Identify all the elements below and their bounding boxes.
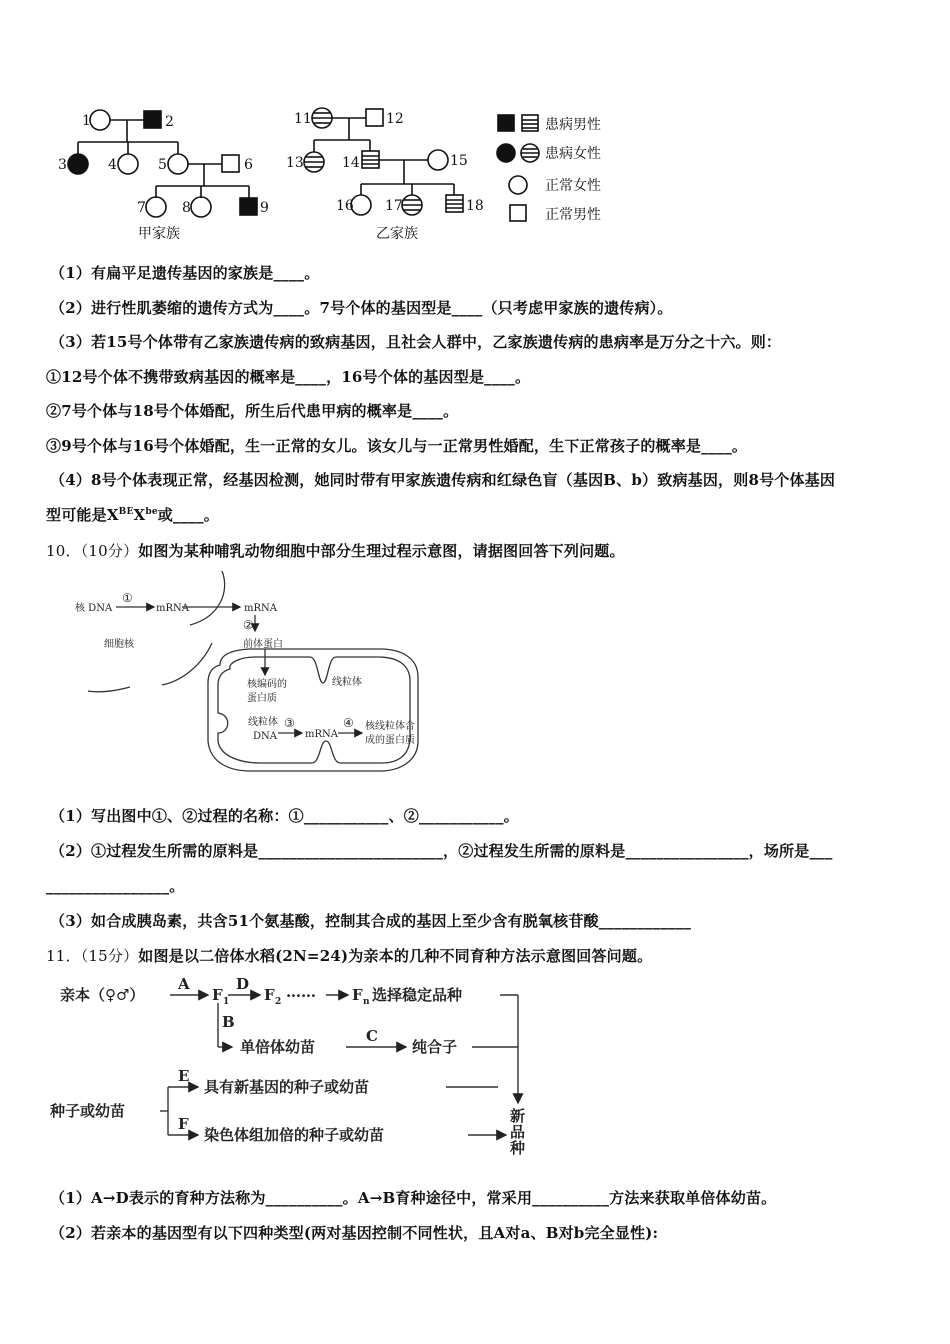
pedigree-label-8: 8: [182, 200, 191, 216]
q10-line-2: （2）①过程发生所需的原料是________________________，②过程发生所需的原料是________________，场所是___: [50, 842, 833, 860]
pedigree-label-7: 7: [137, 200, 146, 216]
q11-score: （15分）: [80, 947, 139, 965]
label-nuclear-encoded-1: 核编码的: [247, 679, 287, 690]
pedigree-label-13: 13: [286, 155, 304, 171]
q10-number: 10．: [46, 542, 81, 560]
label-f1-subscript: 1: [223, 997, 230, 1007]
q9-genotype-sup1: BE: [118, 507, 134, 517]
pedigree-label-4: 4: [108, 157, 117, 173]
pedigree-node-15: [428, 150, 448, 170]
pedigree-label-9: 9: [260, 200, 269, 216]
pedigree-node-3: [68, 154, 88, 174]
label-step-f: F: [178, 1115, 189, 1133]
q10-heading: [46, 540, 625, 561]
q9-line-8-suffix: 或____。: [157, 506, 219, 524]
label-fn: F: [352, 986, 363, 1004]
q9-genotype-sup2: be: [145, 507, 158, 517]
label-mrna-3: mRNA: [305, 729, 338, 740]
q9-genotype-x1: X: [106, 506, 119, 524]
pedigree-node-5: [168, 154, 188, 174]
label-new-variety-2: 品: [510, 1123, 526, 1141]
q11-line-1: （1）A→D表示的育种方法称为__________。A→B育种途径中，常采用__________方法来获取单倍体幼苗。: [50, 1189, 777, 1207]
label-step-3: ③: [284, 716, 295, 730]
pedigree-label-17: 17: [385, 198, 403, 214]
q9-line-7: （4）8号个体表现正常，经基因检测，她同时带有甲家族遗传病和红绿色盲（基因B、b）致病基因，则8号个体基因: [50, 471, 836, 489]
legend-affected-female-solid-icon: [497, 144, 515, 162]
label-mito-dna-1: 线粒体: [248, 717, 278, 728]
pedigree-node-7: [146, 197, 166, 217]
mitochondrion-outer-membrane: [208, 649, 418, 771]
q10-line-3: ________________。: [46, 877, 185, 895]
label-pure-line: 纯合子: [412, 1038, 458, 1056]
label-nuclear-encoded-2: 蛋白质: [247, 693, 277, 704]
q9-line-4: ①12号个体不携带致病基因的概率是____，16号个体的基因型是____。: [46, 368, 531, 386]
pedigree-label-1: 1: [82, 113, 91, 129]
pedigree-label-3: 3: [58, 157, 67, 173]
family-jia-label: 甲家族: [138, 226, 180, 242]
legend-normal-male-label: 正常男性: [545, 207, 601, 223]
q10-score: （10分）: [80, 542, 139, 560]
label-seed-or-seedling: 种子或幼苗: [50, 1102, 126, 1120]
legend-normal-female-label: 正常女性: [545, 178, 601, 194]
pedigree-node-16: [351, 195, 371, 215]
pedigree-node-8: [191, 197, 211, 217]
label-mrna-1: mRNA: [156, 603, 189, 614]
label-step-1: ①: [122, 591, 133, 605]
label-dots: ……: [286, 983, 316, 1001]
label-f2-subscript: 2: [275, 997, 282, 1007]
label-product-1: 核线粒体合: [365, 721, 415, 732]
pedigree-node-4: [118, 154, 138, 174]
nuclear-envelope-middle: [162, 643, 212, 685]
label-step-2: ②: [243, 618, 254, 632]
label-haploid: 单倍体幼苗: [240, 1038, 316, 1056]
label-new-variety-3: 种: [510, 1139, 526, 1157]
label-step-d: D: [236, 975, 250, 993]
q9-line-8: [46, 504, 219, 525]
label-nucleus: 细胞核: [104, 639, 134, 650]
family-yi-label: 乙家族: [376, 226, 418, 242]
legend-affected-male-label: 患病男性: [545, 117, 601, 133]
pedigree-label-5: 5: [158, 157, 167, 173]
label-product-2: 成的蛋白质: [365, 735, 415, 746]
pedigree-figure: [48, 98, 628, 248]
q9-line-8-prefix: 型可能是: [46, 506, 107, 524]
legend-normal-male-icon: [510, 205, 526, 221]
q11-heading: [46, 945, 652, 966]
nuclear-envelope-upper: [190, 571, 225, 625]
q9-line-1: （1）有扁平足遗传基因的家族是____。: [50, 264, 320, 282]
label-step-b: B: [222, 1013, 235, 1031]
q11-number: 11．: [46, 947, 81, 965]
pedigree-label-15: 15: [450, 153, 468, 169]
pedigree-node-6: [222, 155, 239, 172]
label-step-a: A: [178, 975, 190, 993]
label-mito-dna-2: DNA: [253, 731, 277, 742]
label-step-c: C: [366, 1027, 378, 1045]
label-parent: 亲本（♀♂）: [60, 986, 145, 1004]
label-new-gene: 具有新基因的种子或幼苗: [204, 1078, 370, 1096]
label-select-stable: 选择稳定品种: [372, 986, 463, 1004]
pedigree-label-11: 11: [294, 111, 312, 127]
label-step-e: E: [178, 1067, 190, 1085]
label-fn-subscript: n: [363, 997, 370, 1007]
q11-stem: 如图是以二倍体水稻(2N=24)为亲本的几种不同育种方法示意图回答问题。: [138, 947, 653, 965]
pedigree-node-12: [366, 109, 383, 126]
label-mitochondrion: 线粒体: [332, 677, 362, 688]
q9-line-5: ②7号个体与18号个体婚配，所生后代患甲病的概率是____。: [46, 402, 459, 420]
pedigree-node-1: [90, 110, 110, 130]
label-new-variety-1: 新: [510, 1107, 526, 1125]
nuclear-envelope-lower: [88, 687, 130, 692]
q9-line-6: ③9号个体与16号个体婚配，生一正常的女儿。该女儿与一正常男性婚配，生下正常孩子的概率是____。: [46, 437, 748, 455]
label-nuclear-dna: 核 DNA: [75, 603, 113, 614]
q11-line-2: （2）若亲本的基因型有以下四种类型(两对基因控制不同性状，且A对a、B对b完全显性):: [50, 1224, 659, 1242]
legend-affected-female-label: 患病女性: [545, 146, 601, 162]
pedigree-node-9: [240, 198, 257, 215]
q10-stem: 如图为某种哺乳动物细胞中部分生理过程示意图，请据图回答下列问题。: [138, 542, 625, 560]
mitochondrion-inner-membrane: [218, 657, 410, 763]
q9-line-3: （3）若15号个体带有乙家族遗传病的致病基因，且社会人群中，乙家族遗传病的患病率是万分之十六。则：: [50, 333, 782, 351]
legend-affected-male-solid-icon: [498, 115, 514, 131]
legend-normal-female-icon: [509, 176, 527, 194]
label-f2: F: [264, 986, 275, 1004]
label-mrna-2: mRNA: [244, 603, 277, 614]
pedigree-label-16: 16: [336, 198, 354, 214]
cell-process-diagram: [70, 565, 440, 785]
label-doubled: 染色体组加倍的种子或幼苗: [204, 1126, 385, 1144]
label-step-4: ④: [343, 716, 354, 730]
pedigree-node-2: [144, 111, 161, 128]
pedigree-label-2: 2: [165, 114, 174, 130]
q9-line-2: （2）进行性肌萎缩的遗传方式为____。7号个体的基因型是____（只考虑甲家族的遗传病）。: [50, 299, 673, 317]
pedigree-label-12: 12: [386, 111, 404, 127]
q10-line-1: （1）写出图中①、②过程的名称：①___________、②___________。: [50, 807, 519, 825]
pedigree-label-14: 14: [342, 155, 360, 171]
pedigree-label-18: 18: [466, 198, 484, 214]
q9-genotype-x2: X: [133, 506, 146, 524]
label-precursor-protein: 前体蛋白: [243, 639, 283, 650]
label-f1: F: [212, 986, 223, 1004]
q10-line-4: （3）如合成胰岛素，共含51个氨基酸，控制其合成的基因上至少含有脱氧核苷酸____________: [50, 912, 692, 930]
breeding-methods-diagram: [48, 975, 548, 1160]
pedigree-label-6: 6: [244, 157, 253, 173]
